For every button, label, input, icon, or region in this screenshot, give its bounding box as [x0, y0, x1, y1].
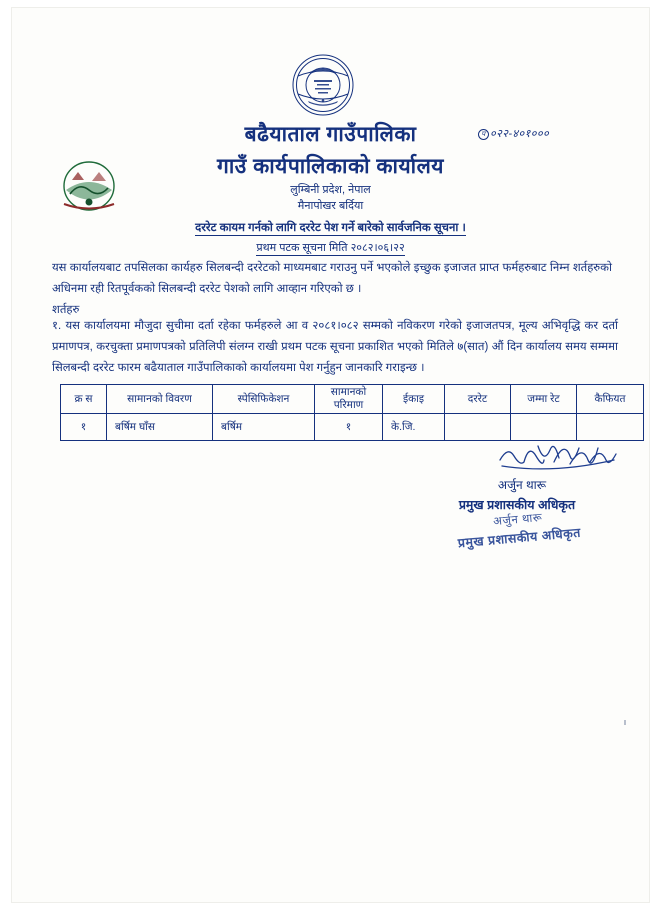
stamp-designation: प्रमुख प्रशासकीय अधिकृत	[457, 525, 582, 551]
stamp-name: अर्जुन थारू	[492, 511, 543, 529]
notice-paragraph-2: १. यस कार्यालयमा मौजुदा सुचीमा दर्ता रहेका फर्महरुले आ व २०८१।०८२ सम्मको नविकरण गरेको इजाजतपत्र, मूल्य अभिवृद्धि कर दर्ता प्रमाणपत्र, करचुक्ता प्रमाणपत्रको प्रतिलिपी संलग्न राखी प्रथम पटक सूचना प्रकाशित भएको मितिले ७(सात) औं दिन कार्यालय समय सम्ममा सिलबन्दी दररेट फारम बढैयाताल गाउँपालिकाको कार्यालयमा पेश गर्नुहुन जानकारि गराइन्छ ।	[52, 320, 618, 374]
notice-title	[12, 220, 649, 235]
notice-date-text: प्रथम पटक सूचना मिति २०८२।०६।२२	[256, 242, 405, 254]
cell-item: बर्षिम घाँस	[107, 414, 213, 441]
handwritten-signature	[498, 440, 618, 474]
notice-date-line	[12, 240, 649, 255]
cell-unit: के.जि.	[383, 414, 445, 441]
scan-artifact	[624, 720, 626, 725]
col-header-remarks: कैफियत	[577, 385, 644, 414]
cell-remarks	[577, 414, 644, 441]
conditions-label: शर्तहरु	[52, 304, 80, 316]
table-header-row	[61, 385, 644, 414]
paper-sheet	[12, 8, 649, 902]
col-header-total: जम्मा रेट	[511, 385, 577, 414]
signatory-designation: प्रमुख प्रशासकीय अधिकृत	[458, 498, 576, 512]
registration-circle-mark: प	[478, 129, 489, 140]
registration-number-value: ०२२-४०१०००	[490, 128, 550, 140]
cell-quantity: १	[315, 414, 383, 441]
government-seal-icon	[284, 46, 362, 124]
place-line: मैनापोखर बर्दिया	[297, 200, 364, 212]
cell-total	[511, 414, 577, 441]
col-header-item: सामानको विवरण	[107, 385, 213, 414]
notice-paragraph-1: यस कार्यालयबाट तपसिलका कार्यहरु सिलबन्दी दररेटको माध्यमबाट गराउनु पर्ने भएकोले इच्छुक इजाजत प्राप्त फर्महरुबाट निम्न शर्तहरुको अधिनमा रही रितपूर्वकको सिलबन्दी दररेट पेशको लागि आव्हान गरिएको छ ।	[52, 262, 612, 295]
organization-name: बढैयाताल गाउँपालिका	[244, 123, 417, 146]
rate-table	[60, 384, 644, 441]
signatory-name: अर्जुन थारू	[497, 478, 547, 492]
col-header-spec: स्पेसिफिकेशन	[213, 385, 315, 414]
col-header-sn: क्र स	[61, 385, 107, 414]
table-row	[61, 414, 644, 441]
cell-rate	[445, 414, 511, 441]
office-name: गाउँ कार्यपालिकाको कार्यालय	[217, 155, 444, 178]
col-header-rate: दररेट	[445, 385, 511, 414]
province-line: लुम्बिनी प्रदेश, नेपाल	[290, 184, 371, 196]
cell-sn: १	[61, 414, 107, 441]
rate-table-wrapper	[60, 384, 626, 441]
col-header-unit: ईकाइ	[383, 385, 445, 414]
cell-spec: बर्षिम	[213, 414, 315, 441]
notice-title-text: दररेट कायम गर्नको लागि दररेट पेश गर्ने बारेको सार्वजनिक सूचना ।	[195, 222, 466, 234]
col-header-quantity: सामानको परिमाण	[315, 385, 383, 414]
